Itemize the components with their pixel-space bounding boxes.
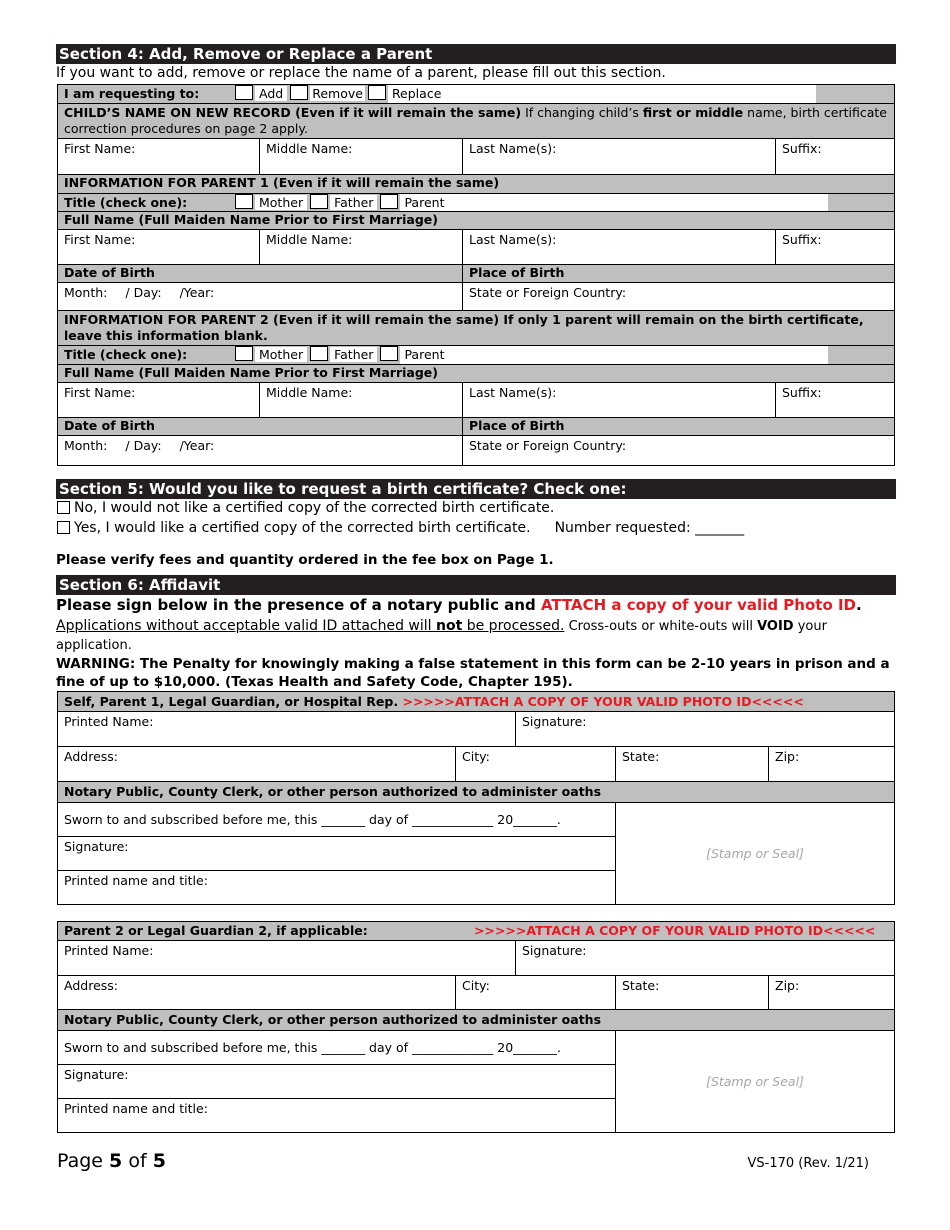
signer2-address-field[interactable] <box>58 976 456 1010</box>
child-first-name-field[interactable] <box>58 139 260 175</box>
parent2-title-label: Title (check one): <box>64 347 188 362</box>
notary1-stamp-area: [Stamp or Seal] <box>616 803 895 905</box>
no-copy-checkbox[interactable] <box>57 501 70 514</box>
remove-checkbox[interactable] <box>290 85 308 100</box>
printed-name-label: Printed Name: <box>64 943 154 958</box>
signer2-table <box>57 921 895 1133</box>
state-country-label: State or Foreign Country: <box>469 285 627 300</box>
notary1-header: Notary Public, County Clerk, or other person authorized to administer oaths <box>58 782 895 803</box>
sworn-text: Sworn to and subscribed before me, this _______ day of _____________ 20_______. <box>64 812 561 827</box>
notary1-sworn-field[interactable] <box>58 803 616 837</box>
parent2-middle-name-field[interactable] <box>260 383 463 418</box>
parent1-pob-field[interactable] <box>463 283 895 311</box>
sign-period: . <box>856 596 862 614</box>
signer2-header <box>58 922 895 941</box>
section5-header: Section 5: Would you like to request a birth certificate? Check one: <box>56 479 896 499</box>
parent1-title-label: Title (check one): <box>64 195 188 210</box>
notary1-printed-name-field[interactable] <box>58 871 616 905</box>
notary2-printed-name-field[interactable] <box>58 1099 616 1133</box>
id-req-underlined-2: be processed. <box>462 618 565 634</box>
child-name-rest1: If changing child’s <box>521 105 643 120</box>
parent2-full-name-header: Full Name (Full Maiden Name Prior to First Marriage) <box>58 365 895 383</box>
page-current: 5 <box>109 1150 123 1172</box>
signer1-state-field[interactable] <box>616 747 769 782</box>
state-label: State: <box>622 978 660 993</box>
section4-table <box>57 84 895 466</box>
parent1-mother-label: Mother <box>255 195 307 210</box>
signer2-city-field[interactable] <box>456 976 616 1010</box>
child-last-name-field[interactable] <box>463 139 776 175</box>
parent1-parent-checkbox[interactable] <box>380 194 398 209</box>
signer1-table <box>57 691 895 905</box>
id-req-underlined-1: Applications without acceptable valid ID attached will <box>56 618 436 634</box>
printed-name-title-label: Printed name and title: <box>64 873 208 888</box>
yes-copy-label: Yes, I would like a certified copy of the corrected birth certificate. <box>74 520 531 536</box>
parent2-mother-checkbox[interactable] <box>235 346 253 361</box>
notary2-stamp-area: [Stamp or Seal] <box>616 1031 895 1133</box>
signer1-printed-name-field[interactable] <box>58 712 516 747</box>
id-requirement-note <box>56 617 896 655</box>
city-label: City: <box>462 749 490 764</box>
parent2-last-name-field[interactable] <box>463 383 776 418</box>
signer2-signature-field[interactable] <box>516 941 895 976</box>
yes-copy-checkbox[interactable] <box>57 521 70 534</box>
child-name-rest2: name, birth certificate correction procedures on page 2 apply. <box>64 105 887 136</box>
state-country-label: State or Foreign Country: <box>469 438 627 453</box>
your-application-text: your application. <box>56 619 827 653</box>
city-label: City: <box>462 978 490 993</box>
parent1-dob-header: Date of Birth <box>58 265 463 283</box>
page-of: of <box>122 1150 153 1172</box>
day-label: / Day: <box>125 438 162 453</box>
parent2-dob-field[interactable] <box>58 436 463 466</box>
parent1-full-name-header: Full Name (Full Maiden Name Prior to First Marriage) <box>58 212 895 230</box>
notary-signature-label: Signature: <box>64 1067 129 1082</box>
parent1-title-row <box>58 194 895 212</box>
remove-label: Remove <box>312 86 363 101</box>
requesting-row <box>58 85 895 104</box>
year-label: /Year: <box>179 285 215 300</box>
parent1-parent-label: Parent <box>400 194 828 211</box>
parent1-header: INFORMATION FOR PARENT 1 (Even if it will remain the same) <box>58 175 895 194</box>
parent2-first-name-field[interactable] <box>58 383 260 418</box>
last-name-label: Last Name(s): <box>469 385 557 400</box>
verify-fees-note: Please verify fees and quantity ordered in the fee box on Page 1. <box>56 552 554 568</box>
printed-name-title-label: Printed name and title: <box>64 1101 208 1116</box>
signer1-signature-field[interactable] <box>516 712 895 747</box>
month-label: Month: <box>64 285 108 300</box>
signature-label: Signature: <box>522 714 587 729</box>
suffix-label: Suffix: <box>782 232 822 247</box>
child-name-bold: CHILD’S NAME ON NEW RECORD (Even if it will remain the same) <box>64 105 522 120</box>
month-label: Month: <box>64 438 108 453</box>
parent1-last-name-field[interactable] <box>463 230 776 265</box>
sworn-text: Sworn to and subscribed before me, this _______ day of _____________ 20_______. <box>64 1040 561 1055</box>
middle-name-label: Middle Name: <box>266 141 353 156</box>
day-label: / Day: <box>125 285 162 300</box>
parent2-parent-checkbox[interactable] <box>380 346 398 361</box>
section4-intro: If you want to add, remove or replace the name of a parent, please fill out this section. <box>56 65 666 81</box>
add-checkbox[interactable] <box>235 85 253 100</box>
first-name-label: First Name: <box>64 141 136 156</box>
child-suffix-field[interactable] <box>776 139 895 175</box>
notary2-signature-field[interactable] <box>58 1065 616 1099</box>
zip-label: Zip: <box>775 978 800 993</box>
parent2-mother-label: Mother <box>255 347 307 362</box>
parent2-pob-field[interactable] <box>463 436 895 466</box>
section4-header: Section 4: Add, Remove or Replace a Parent <box>56 44 896 64</box>
first-name-label: First Name: <box>64 232 136 247</box>
signer1-address-field[interactable] <box>58 747 456 782</box>
form-id: VS-170 (Rev. 1/21) <box>747 1156 869 1171</box>
parent1-mother-checkbox[interactable] <box>235 194 253 209</box>
sign-instruction <box>56 596 862 614</box>
parent1-pob-header: Place of Birth <box>463 265 895 283</box>
parent1-father-checkbox[interactable] <box>310 194 328 209</box>
parent1-first-name-field[interactable] <box>58 230 260 265</box>
parent2-title-row <box>58 346 895 365</box>
notary-signature-label: Signature: <box>64 839 129 854</box>
parent1-middle-name-field[interactable] <box>260 230 463 265</box>
parent1-father-label: Father <box>330 195 377 210</box>
child-middle-name-field[interactable] <box>260 139 463 175</box>
year-label: /Year: <box>179 438 215 453</box>
first-name-label: First Name: <box>64 385 136 400</box>
page-total: 5 <box>152 1150 166 1172</box>
last-name-label: Last Name(s): <box>469 232 557 247</box>
zip-label: Zip: <box>775 749 800 764</box>
parent2-dob-header: Date of Birth <box>58 418 463 436</box>
state-label: State: <box>622 749 660 764</box>
signer2-header-text: Parent 2 or Legal Guardian 2, if applicable: <box>64 923 368 938</box>
section5-yes-option <box>57 520 744 536</box>
id-req-not: not <box>436 618 463 634</box>
signer2-attach-id: >>>>>ATTACH A COPY OF YOUR VALID PHOTO ID<<<<< <box>474 923 876 938</box>
signer1-header <box>58 692 895 712</box>
no-copy-label: No, I would not like a certified copy of the corrected birth certificate. <box>74 500 555 516</box>
replace-checkbox[interactable] <box>368 85 386 100</box>
printed-name-label: Printed Name: <box>64 714 154 729</box>
child-name-header <box>58 104 895 139</box>
notary1-signature-field[interactable] <box>58 837 616 871</box>
notary2-sworn-field[interactable] <box>58 1031 616 1065</box>
penalty-warning: WARNING: The Penalty for knowingly making a false statement in this form can be 2-10 years in prison and a fine of up to $10,000. (Texas Health and Safety Code, Chapter 195). <box>56 656 890 690</box>
notary2-header: Notary Public, County Clerk, or other person authorized to administer oaths <box>58 1010 895 1031</box>
signer1-city-field[interactable] <box>456 747 616 782</box>
signer2-state-field[interactable] <box>616 976 769 1010</box>
signer1-zip-field[interactable] <box>769 747 895 782</box>
suffix-label: Suffix: <box>782 141 822 156</box>
replace-label: Replace <box>388 85 816 103</box>
parent2-header: INFORMATION FOR PARENT 2 (Even if it will remain the same) If only 1 parent will remain on the birth certificate, leave this information blank. <box>58 311 895 346</box>
section6-header: Section 6: Affidavit <box>56 575 896 595</box>
signer1-header-text: Self, Parent 1, Legal Guardian, or Hospital Rep. <box>64 694 399 709</box>
parent2-pob-header: Place of Birth <box>463 418 895 436</box>
last-name-label: Last Name(s): <box>469 141 557 156</box>
parent1-dob-field[interactable] <box>58 283 463 311</box>
parent2-parent-label: Parent <box>400 346 828 364</box>
address-label: Address: <box>64 749 118 764</box>
signer2-zip-field[interactable] <box>769 976 895 1010</box>
void-text: VOID <box>757 619 794 634</box>
parent2-father-checkbox[interactable] <box>310 346 328 361</box>
requesting-label: I am requesting to: <box>64 86 200 101</box>
child-name-bold2: first or middle <box>642 105 744 120</box>
attach-id-text: ATTACH a copy of your valid Photo ID <box>540 596 856 614</box>
signer2-printed-name-field[interactable] <box>58 941 516 976</box>
page-number <box>57 1150 166 1172</box>
middle-name-label: Middle Name: <box>266 385 353 400</box>
crossouts-text: Cross-outs or white-outs will <box>564 619 758 634</box>
signature-label: Signature: <box>522 943 587 958</box>
suffix-label: Suffix: <box>782 385 822 400</box>
parent2-father-label: Father <box>330 347 377 362</box>
sign-text: Please sign below in the presence of a notary public and <box>56 596 541 614</box>
middle-name-label: Middle Name: <box>266 232 353 247</box>
signer1-attach-id: >>>>>ATTACH A COPY OF YOUR VALID PHOTO ID<<<<< <box>402 694 804 709</box>
parent1-suffix-field[interactable] <box>776 230 895 265</box>
number-requested-field[interactable]: Number requested: _______ <box>554 520 745 536</box>
section5-no-option <box>57 500 554 516</box>
page-prefix: Page <box>57 1150 110 1172</box>
add-label: Add <box>255 86 287 101</box>
address-label: Address: <box>64 978 118 993</box>
parent2-suffix-field[interactable] <box>776 383 895 418</box>
